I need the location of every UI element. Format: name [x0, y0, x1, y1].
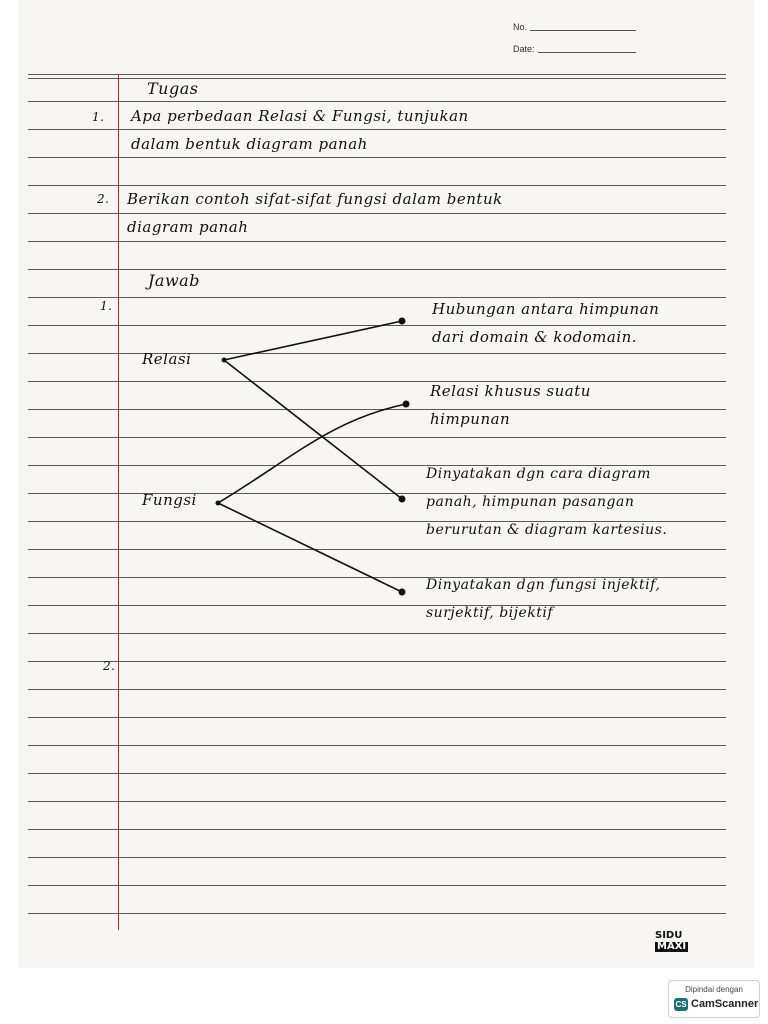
jawab-title: Jawab [148, 271, 200, 290]
dot-target-3 [399, 496, 406, 503]
date-label: Date: [513, 44, 535, 54]
no-label: No. [513, 22, 528, 32]
scanner-caption: Dipindai dengan [685, 985, 743, 994]
dot-target-1 [399, 318, 406, 325]
q1-line-2: dalam bentuk diagram panah [131, 135, 368, 153]
tugas-title: Tugas [147, 79, 199, 98]
q1-number: 1. [92, 110, 105, 124]
camscanner-badge [668, 980, 760, 1018]
dot-fungsi [216, 501, 221, 506]
left-item-fungsi: Fungsi [142, 491, 197, 509]
right-item-2-line-1: Relasi khusus suatu [430, 382, 591, 400]
right-item-2-line-2: himpunan [430, 410, 511, 428]
sidu-logo [655, 931, 688, 952]
right-item-1-line-1: Hubungan antara himpunan [432, 300, 660, 318]
right-item-3-line-2: panah, himpunan pasangan [426, 494, 635, 510]
camscanner-logo-icon: CS [675, 1000, 687, 1009]
right-item-1-line-2: dari domain & kodomain. [432, 328, 638, 346]
right-item-4-line-1: Dinyatakan dgn fungsi injektif, [426, 577, 661, 593]
a1-number: 1. [100, 299, 113, 313]
link-fungsi-to-relasi-khusus [218, 404, 406, 503]
link-relasi-to-dinyatakan-diagram [224, 360, 402, 499]
brand-bottom: MAXI [657, 941, 687, 952]
dot-relasi [222, 358, 227, 363]
right-item-3-line-3: berurutan & diagram kartesius. [426, 522, 668, 538]
dot-target-4 [399, 589, 406, 596]
link-fungsi-to-dinyatakan-fungsi [218, 503, 402, 592]
scanner-name: CamScanner [691, 998, 759, 1010]
dot-target-2 [403, 401, 410, 408]
right-item-3-line-1: Dinyatakan dgn cara diagram [426, 466, 651, 482]
a2-number: 2. [103, 659, 116, 673]
q2-line-1: Berikan contoh sifat-sifat fungsi dalam bentuk [127, 190, 503, 208]
q2-line-2: diagram panah [127, 218, 249, 236]
brand-top: SIDU [655, 930, 683, 941]
q1-line-1: Apa perbedaan Relasi & Fungsi, tunjukan [131, 107, 469, 125]
q2-number: 2. [97, 192, 110, 206]
right-item-4-line-2: surjektif, bijektif [426, 605, 554, 621]
left-item-relasi: Relasi [142, 350, 192, 368]
link-relasi-to-hubungan [224, 321, 402, 360]
